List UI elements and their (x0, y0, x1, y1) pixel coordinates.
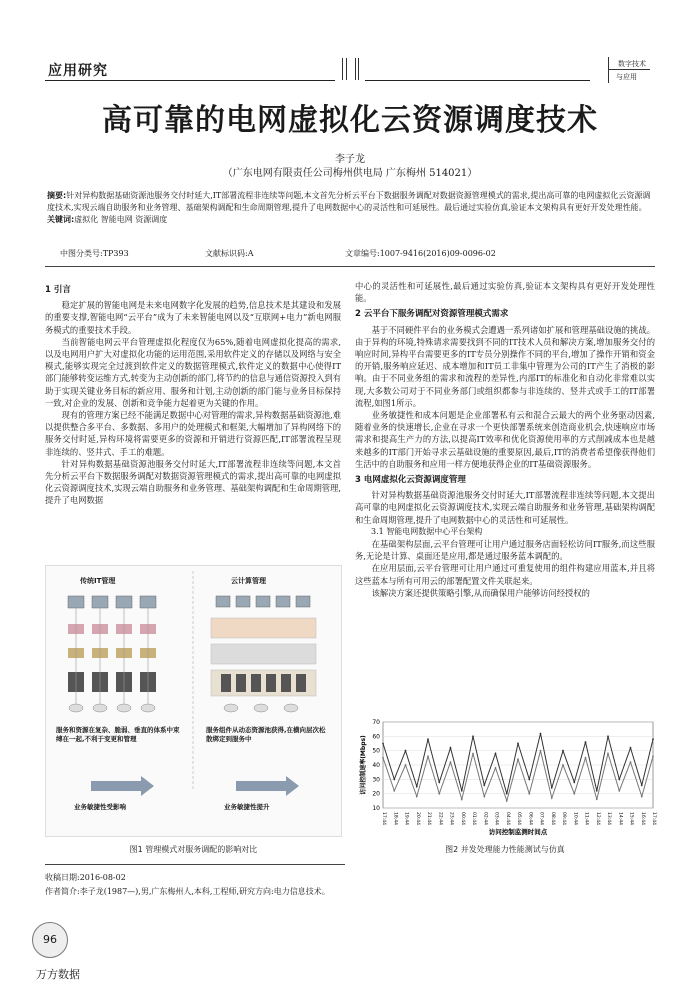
y-axis-label: 访问控制速率(Mbps) (360, 735, 367, 795)
data-point (641, 784, 643, 786)
x-tick-label: 09:44 (561, 812, 566, 825)
y-tick-label: 70 (372, 719, 380, 726)
data-point (562, 764, 564, 766)
abstract-text: 针对异构数据基础资源池服务交付时延大,IT部署流程非连续等问题,本文首先分析云平台下数据服务调配对数据资源管理模式的需求,提出高可靠的电网虚拟化云资源调度技术,实现云端自助服务和业务管理、基础架构调配和生命周期管理,提升了电网数据中心的灵活性和可延展性。最后通过实验仿真,验证本文架构具有更好开发处理性能。 (47, 191, 651, 212)
header-bars (340, 58, 360, 80)
x-tick-label: 12:44 (594, 812, 600, 825)
data-point (450, 761, 452, 763)
logo-text-top: 数字技术 (618, 60, 646, 68)
figure-1-diagram (46, 566, 341, 806)
paragraph: 现有的管理方案已经不能满足数据中心对管理的需求,异构数据基础资源池,难以提供整合多平台、多数据、多用户的处理模式和框架,大幅增加了异构网络下的服务交付时延,异构环境将需要更多的资源和开销进行资源匹配,IT部署流程呈现非连续的、竖井式、手工的难题。 (45, 410, 341, 457)
x-tick-label: 01:44 (471, 812, 476, 825)
x-tick-label: 23:44 (448, 812, 454, 825)
data-point (461, 799, 463, 801)
data-point (652, 756, 654, 758)
paragraph: 基于不同硬件平台的业务模式会遭遇一系列诸如扩展和管理基础设施的挑战。由于异构的环境,特殊请求需要找到不同的IT技术人员和解决方案,增加服务交付的响应时间,异构平台需要更多的IT专员分别操作不同的平台,增加了操作开销和资金的开销,服务响应延迟、成本增加和IT员工非集中管理为公司的IT产生了消极的影响。由于不同业务组的需求和流程的差异性,内部IT的标准化和自动化非常难以实现,大多数公司对于不同业务部门或组织都参与非连续的、竖井式或手工的IT部署流程,如图1所示。 (355, 324, 655, 408)
figure-1-left-title: 传统IT管理 (80, 577, 116, 585)
data-point (495, 753, 497, 755)
keywords-label: 关键词: (47, 215, 75, 224)
article-number: 文章编号:1007-9416(2016)09-0096-02 (345, 249, 496, 258)
data-point (528, 793, 530, 795)
x-axis-label: 访问控制监测时间点 (488, 828, 548, 836)
data-point (641, 796, 643, 798)
keywords: 虚拟化 智能电网 资源调度 (74, 215, 168, 224)
data-point (393, 790, 395, 792)
journal-logo (598, 57, 650, 83)
y-tick-label: 40 (372, 762, 380, 769)
data-point (472, 753, 474, 755)
paragraph: 针对异构数据基础资源池服务交付时延大,IT部署流程非连续等问题,本文首先分析云平台下数据服务调配对数据资源管理模式的需求,提出高可靠的电网虚拟化云资源调度技术,实现云端自助服务和业务管理、基础架构调配和生命周期管理,提升了电网数据 (45, 458, 341, 506)
data-point (618, 778, 620, 780)
data-point (596, 799, 598, 801)
data-point (528, 778, 530, 780)
figure-2 (355, 718, 663, 836)
figure-1-right-desc: 服务组件从动态资源池获得,在横向层次松散绑定到服务中 (206, 726, 326, 743)
x-tick-label: 17:44 (381, 812, 386, 825)
x-tick-label: 00:44 (459, 812, 465, 825)
x-tick-label: 16:44 (639, 812, 645, 825)
author: 李子龙 (335, 154, 365, 165)
abstract (47, 190, 653, 226)
header-rule (45, 80, 335, 81)
figure-1-right-bottom: 业务敏捷性提升 (224, 803, 270, 811)
y-tick-label: 20 (372, 790, 380, 798)
x-tick-label: 22:44 (437, 812, 443, 825)
x-tick-label: 21:44 (426, 812, 431, 825)
data-point (596, 790, 598, 792)
data-point (506, 800, 508, 802)
data-point (607, 753, 609, 755)
clc-number: 中图分类号:TP393 (60, 249, 129, 258)
paragraph: 该解决方案还提供策略引擎,从而确保用户能够访问经授权的 (371, 587, 590, 598)
x-tick-label: 10:44 (572, 812, 578, 825)
data-point (607, 735, 609, 737)
data-point (585, 741, 587, 743)
data-point (461, 790, 463, 792)
data-point (483, 784, 485, 786)
data-point (562, 750, 564, 752)
x-tick-label: 20:44 (414, 812, 420, 825)
data-point (472, 735, 474, 737)
figure-1-caption: 图1 管理模式对服务调配的影响对比 (129, 845, 258, 854)
x-tick-label: 17:44 (651, 812, 656, 825)
received-date: 收稿日期:2016-08-02 (45, 873, 126, 882)
page-number: 96 (43, 933, 57, 946)
data-point (540, 733, 542, 735)
x-tick-label: 13:44 (606, 812, 611, 825)
x-tick-label: 08:44 (549, 812, 555, 825)
header-rule-right (365, 80, 590, 81)
subsection-3-1-title: 3.1 智能电网数据中心平台架构 (371, 526, 483, 536)
paragraph: 当前智能电网云平台管理虚拟化程度仅为65%,随着电网虚拟化提高的需求,以及电网用户扩大对虚拟化功能的运用范围,采用软件定义的存储以及网络与安全模式,能够实现完全过渡到软件定义的数据管理模式,软件定义的数据中心使得IT部门能够转变运维方式,转变为主动创新的部门,将节约的信息与通信资源投入到有助于实现关键业务目标的新应用、服务和计划,主动创新的部门能与业务目标保持一致,对企业的发展、创新和竞争能力起着更为关键的作用。 (45, 336, 341, 408)
figure-1-right-title: 云计算管理 (231, 577, 266, 585)
data-point (382, 743, 384, 745)
paragraph: 在基础架构层面,云平台管理可让用户通过服务店面轻松访问IT服务,而这些服务,无论是计算、桌面还是应用,都是通过服务蓝本调配的。 (355, 539, 655, 562)
data-point (483, 796, 485, 798)
data-point (630, 761, 632, 763)
logo-text-bottom: 与应用 (616, 73, 637, 81)
data-point (416, 786, 418, 788)
data-point (393, 778, 395, 780)
database-watermark: 万方数据 (36, 968, 80, 981)
data-point (551, 787, 553, 789)
paragraph: 中心的灵活性和可延展性,最后通过实验仿真,验证本文架构具有更好开发处理性能。 (355, 281, 655, 304)
data-point (540, 750, 542, 752)
x-tick-label: 18:44 (392, 812, 398, 825)
data-point (405, 764, 407, 766)
y-tick-label: 60 (372, 733, 380, 741)
article-title: 高可靠的电网虚拟化云资源调度技术 (102, 103, 598, 138)
y-tick-label: 50 (372, 747, 380, 755)
data-point (573, 781, 575, 783)
data-point (630, 747, 632, 749)
data-point (506, 793, 508, 795)
figure-1-left-desc: 服务和资源在复杂、脆弱、垂直的体系中束缚在一起,不利于变更和管理 (56, 726, 180, 743)
data-point (585, 757, 587, 759)
data-point (618, 790, 620, 792)
x-tick-label: 02:44 (482, 812, 488, 825)
data-point (517, 743, 519, 745)
x-tick-label: 07:44 (538, 812, 544, 825)
figure-1-left-bottom: 业务敏捷性受影响 (74, 803, 126, 811)
paragraph: 稳定扩展的智能电网是未来电网数字化发展的趋势,信息技术是其建设和发展的重要支撑,智能电网“云平台”成为了未来智能电网以及“互联网+电力”新电网服务模式的重要技术手段。 (45, 300, 341, 335)
figure-1 (45, 565, 342, 837)
y-tick-label: 10 (372, 805, 380, 812)
right-column (355, 280, 655, 599)
data-point (495, 767, 497, 769)
figure-2-caption: 图2 并发处理能力性能测试与仿真 (445, 845, 565, 854)
data-point (573, 793, 575, 795)
journal-section: 应用研究 (48, 63, 108, 79)
data-point (652, 738, 654, 740)
y-tick-label: 30 (372, 776, 380, 784)
data-point (551, 797, 553, 799)
section-2-title: 2 云平台下服务调配对资源管理模式需求 (355, 309, 509, 320)
footer-rule (45, 864, 345, 865)
paragraph: 在应用层面,云平台管理可让用户通过可重复使用的组件构建应用蓝本,并且将这些蓝本与所有可用云的部署配置文件关联起来。 (355, 563, 655, 586)
data-point (450, 747, 452, 749)
left-column (45, 280, 341, 507)
author-bio: 作者简介:李子龙(1987—),男,广东梅州人,本科,工程师,研究方向:电力信息技术。 (45, 887, 330, 896)
data-point (517, 758, 519, 760)
section-1-title: 1 引言 (45, 285, 71, 295)
page-number-badge (32, 922, 68, 958)
x-tick-label: 14:44 (617, 812, 623, 825)
data-point (438, 781, 440, 783)
x-tick-label: 15:44 (628, 812, 634, 825)
figure-2-chart (355, 718, 663, 836)
affiliation: （广东电网有限责任公司梅州供电局 广东梅州 514021） (222, 168, 478, 179)
data-point (427, 738, 429, 740)
paragraph: 针对异构数据基础资源池服务交付时延大,IT部署流程非连续等问题,本文提出高可靠的电网虚拟化云资源调度技术,实现云端自助服务和业务管理,基础架构调配和生命周期管理,提升了电网数据中心的灵活性和可延展性。 (355, 490, 655, 525)
x-tick-label: 04:44 (504, 812, 510, 825)
abstract-label: 摘要: (47, 191, 67, 200)
section-3-title: 3 电网虚拟化云资源调度管理 (355, 475, 466, 486)
x-tick-label: 06:44 (527, 812, 533, 825)
x-tick-label: 11:44 (583, 812, 589, 825)
data-point (427, 756, 429, 758)
data-point (405, 750, 407, 752)
abstract-rule (45, 266, 655, 267)
data-point (382, 757, 384, 759)
document-code: 文献标识码:A (205, 249, 254, 258)
data-point (416, 796, 418, 798)
x-tick-label: 19:44 (403, 812, 409, 825)
x-tick-label: 05:44 (516, 812, 521, 825)
data-point (438, 793, 440, 795)
paragraph: 业务敏捷性和成本问题是企业部署私有云和混合云最大的两个业务驱动因素,随着业务的快速增长,企业在寻求一个更快部署系统来创造商业机会,快速响应市场需求和提高生产力的方法,以提高IT效率和优化资源使用率的方式削减成本也是越来越多的IT部门开始寻求云基础设施的重要原因,最后,IT的消费者希望像获得他们生活中的自助服务和应用一样方便地获得企业的IT基础资源服务。 (355, 410, 655, 469)
x-tick-label: 03:44 (493, 812, 499, 825)
